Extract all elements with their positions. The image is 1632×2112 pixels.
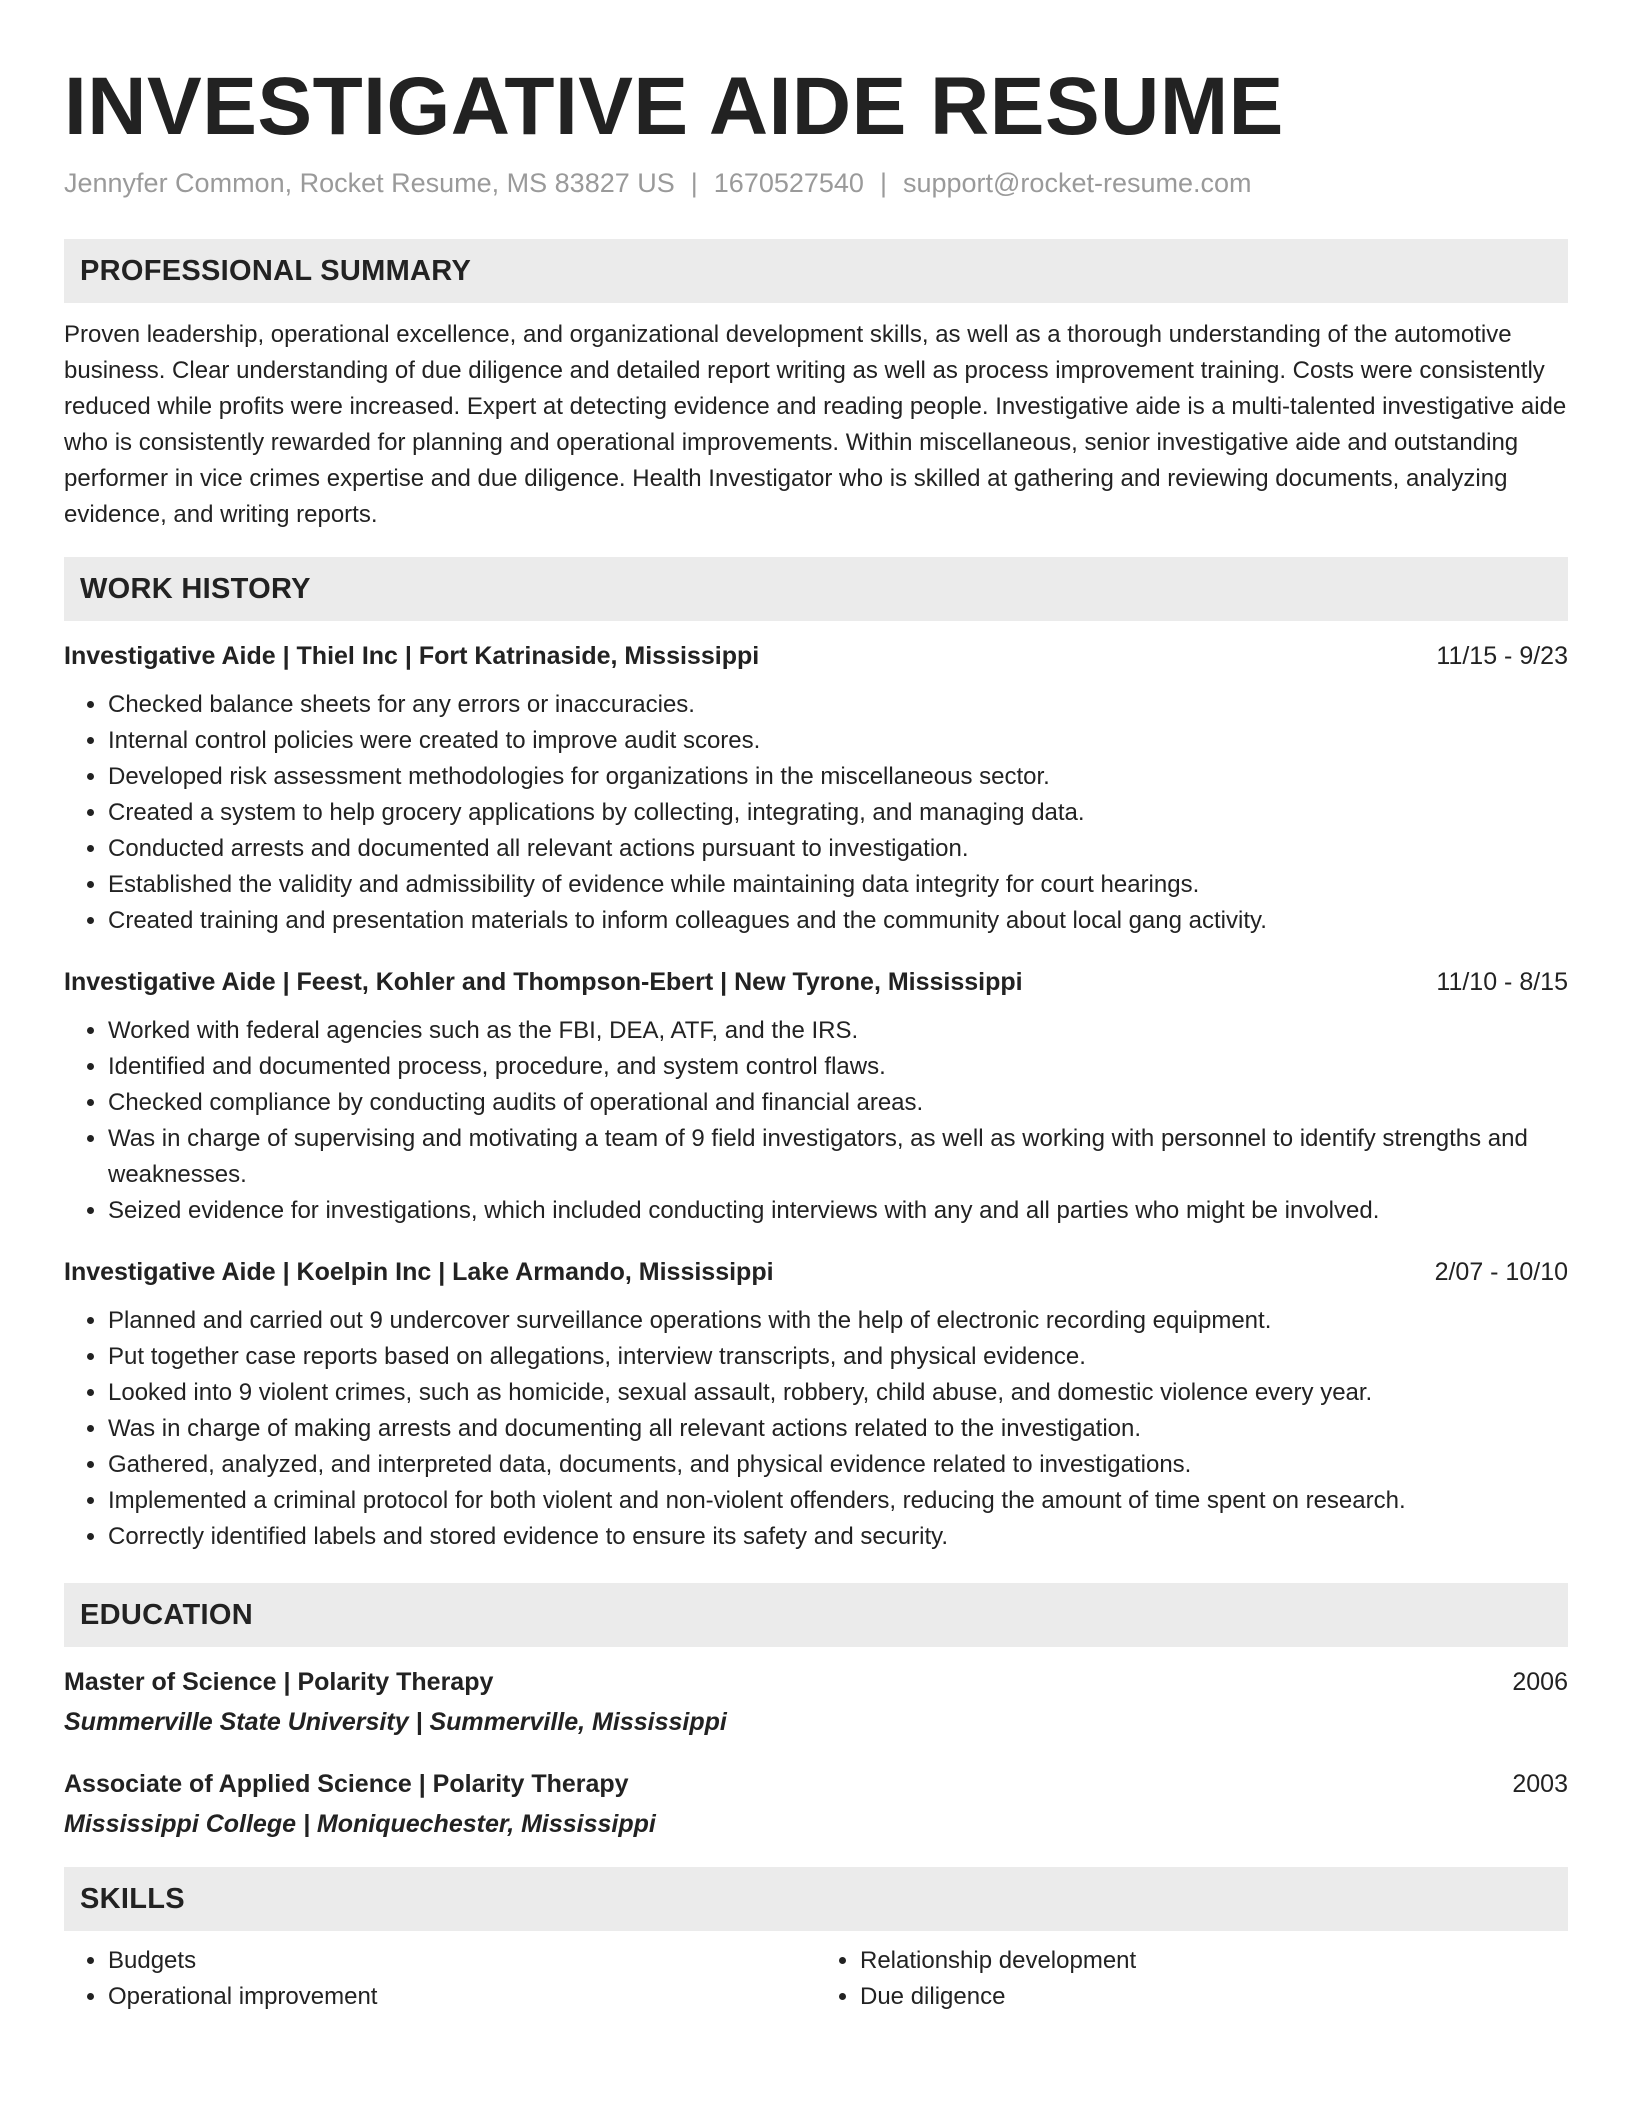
list-item: • Created training and presentation materials to inform colleagues and the community about local gang activity. bbox=[108, 903, 1568, 939]
education-section bbox=[64, 1583, 1568, 1841]
list-item: • Planned and carried out 9 undercover surveillance operations with the help of electronic recording equipment. bbox=[108, 1303, 1568, 1339]
list-item: • Developed risk assessment methodologies for organizations in the miscellaneous sector. bbox=[108, 759, 1568, 795]
list-item: • Correctly identified labels and stored evidence to ensure its safety and security. bbox=[108, 1519, 1568, 1555]
contact-separator: | bbox=[879, 168, 887, 199]
list-item: • Checked balance sheets for any errors or inaccuracies. bbox=[108, 687, 1568, 723]
work-section bbox=[64, 557, 1568, 1555]
list-item: • Seized evidence for investigations, which included conducting interviews with any and all parties who might be involved. bbox=[108, 1193, 1568, 1229]
list-item: • Internal control policies were created to improve audit scores. bbox=[108, 723, 1568, 759]
list-item: • Looked into 9 violent crimes, such as homicide, sexual assault, robbery, child abuse, and domestic violence every year. bbox=[108, 1375, 1568, 1411]
education-school: Mississippi College | Moniquechester, Mississippi bbox=[64, 1810, 656, 1839]
list-item: • Implemented a criminal protocol for both violent and non-violent offenders, reducing the amount of time spent on research. bbox=[108, 1483, 1568, 1519]
job-header bbox=[64, 965, 1568, 999]
education-degree: Master of Science | Polarity Therapy bbox=[64, 1668, 494, 1697]
contact-separator: | bbox=[690, 168, 698, 199]
summary-section bbox=[64, 239, 1568, 533]
job-header bbox=[64, 639, 1568, 673]
list-item: • Created a system to help grocery applications by collecting, integrating, and managing data. bbox=[108, 795, 1568, 831]
education-school: Summerville State University | Summerville, Mississippi bbox=[64, 1708, 727, 1737]
contact-email: support@rocket-resume.com bbox=[902, 168, 1252, 199]
contact-phone: 1670527540 bbox=[713, 168, 864, 199]
education-header bbox=[64, 1767, 1568, 1801]
job-dates: 11/10 - 8/15 bbox=[1436, 968, 1568, 997]
section-header-education: EDUCATION bbox=[64, 1583, 1568, 1647]
contact-address: Jennyfer Common, Rocket Resume, MS 83827 US bbox=[64, 168, 675, 199]
job-title: Investigative Aide | Thiel Inc | Fort Katrinaside, Mississippi bbox=[64, 642, 760, 671]
education-entry bbox=[64, 1767, 1568, 1841]
list-item: • Gathered, analyzed, and interpreted data, documents, and physical evidence related to investigations. bbox=[108, 1447, 1568, 1483]
job-dates: 11/15 - 9/23 bbox=[1436, 642, 1568, 671]
job-entry bbox=[64, 639, 1568, 939]
list-item: • Checked compliance by conducting audits of operational and financial areas. bbox=[108, 1085, 1568, 1121]
section-header-summary: PROFESSIONAL SUMMARY bbox=[64, 239, 1568, 303]
skills-columns bbox=[64, 1943, 1568, 2015]
list-item: • Was in charge of making arrests and documenting all relevant actions related to the investigation. bbox=[108, 1411, 1568, 1447]
list-item: • Was in charge of supervising and motivating a team of 9 field investigators, as well as working with personnel to identify strengths and weaknesses. bbox=[108, 1121, 1568, 1193]
resume-title: INVESTIGATIVE AIDE RESUME bbox=[64, 61, 1284, 152]
list-item: • Operational improvement bbox=[108, 1979, 816, 2015]
job-bullets bbox=[64, 687, 1568, 939]
education-entry bbox=[64, 1665, 1568, 1739]
section-header-work: WORK HISTORY bbox=[64, 557, 1568, 621]
job-bullets bbox=[64, 1013, 1568, 1229]
list-item: • Due diligence bbox=[860, 1979, 1568, 2015]
section-header-skills: SKILLS bbox=[64, 1867, 1568, 1931]
education-degree: Associate of Applied Science | Polarity Therapy bbox=[64, 1770, 629, 1799]
list-item: • Established the validity and admissibility of evidence while maintaining data integrity for court hearings. bbox=[108, 867, 1568, 903]
skills-section bbox=[64, 1867, 1568, 2015]
skills-list-right bbox=[816, 1943, 1568, 2015]
education-year: 2006 bbox=[1512, 1668, 1568, 1697]
list-item: • Budgets bbox=[108, 1943, 816, 1979]
contact-line bbox=[64, 166, 1568, 201]
skills-list-left bbox=[64, 1943, 816, 2015]
list-item: • Conducted arrests and documented all relevant actions pursuant to investigation. bbox=[108, 831, 1568, 867]
job-header bbox=[64, 1255, 1568, 1289]
list-item: • Put together case reports based on allegations, interview transcripts, and physical evidence. bbox=[108, 1339, 1568, 1375]
job-title: Investigative Aide | Koelpin Inc | Lake Armando, Mississippi bbox=[64, 1258, 774, 1287]
job-title: Investigative Aide | Feest, Kohler and Thompson-Ebert | New Tyrone, Mississippi bbox=[64, 968, 1023, 997]
list-item: • Identified and documented process, procedure, and system control flaws. bbox=[108, 1049, 1568, 1085]
job-dates: 2/07 - 10/10 bbox=[1434, 1258, 1568, 1287]
job-bullets bbox=[64, 1303, 1568, 1555]
job-entry bbox=[64, 1255, 1568, 1555]
list-item: • Worked with federal agencies such as the FBI, DEA, ATF, and the IRS. bbox=[108, 1013, 1568, 1049]
summary-text: Proven leadership, operational excellence, and organizational development skills, as well as a thorough understanding of the automotive business. Clear understanding of due diligence and detailed report writing as well as process improvement training. Costs were consistently reduced while profits were increased. Expert at detecting evidence and reading people. Investigative aide is a multi-talented investigative aide who is consistently rewarded for planning and operational improvements. Within miscellaneous, senior investigative aide and outstanding performer in vice crimes expertise and due diligence. Health Investigator who is skilled at gathering and reviewing documents, analyzing evidence, and writing reports. bbox=[64, 321, 1567, 529]
education-header bbox=[64, 1665, 1568, 1699]
list-item: • Relationship development bbox=[860, 1943, 1568, 1979]
education-year: 2003 bbox=[1512, 1770, 1568, 1799]
job-entry bbox=[64, 965, 1568, 1229]
